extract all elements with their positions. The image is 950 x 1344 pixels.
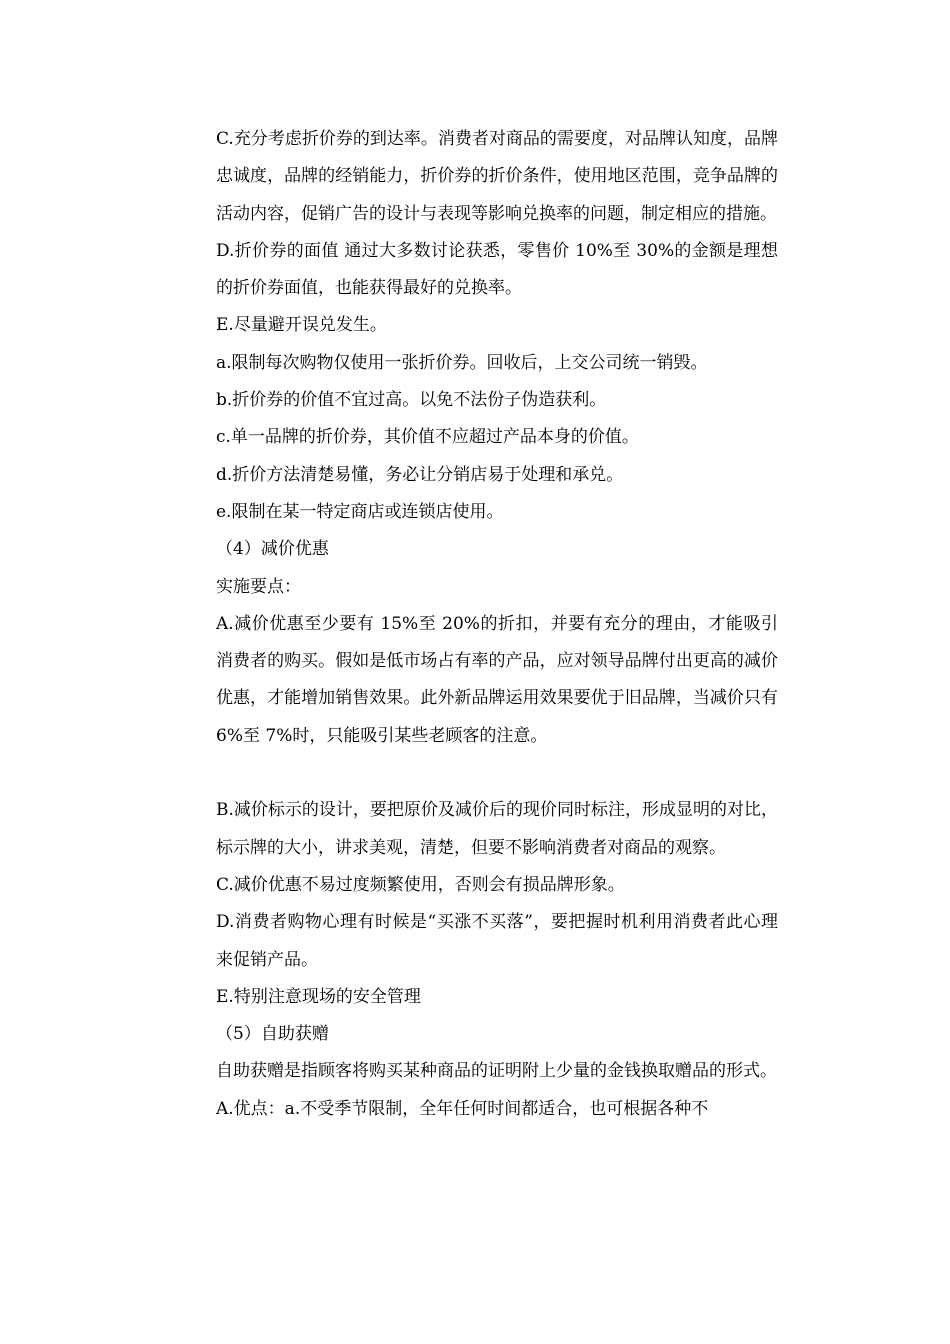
list-item-c: c.单一品牌的折价券，其价值不应超过产品本身的价值。 bbox=[216, 427, 639, 448]
section-heading-self-gift: （5）自助获赠 bbox=[216, 1024, 329, 1045]
list-item-d: d.折价方法清楚易懂，务必让分销店易于处理和承兑。 bbox=[216, 464, 624, 485]
paragraph-discount-point-b: B.减价标示的设计，要把原价及减价后的现价同时标注，形成显明的对比，标示牌的大小，讲求美观，清楚，但要不影响消费者对商品的观察。 bbox=[216, 800, 778, 858]
paragraph-key-points-label: 实施要点： bbox=[216, 576, 301, 597]
document-body bbox=[216, 121, 778, 1128]
list-item-b: b.折价券的价值不宜过高。以免不法份子伪造获利。 bbox=[216, 390, 607, 411]
paragraph-discount-point-c: C.减价优惠不易过度频繁使用，否则会有损品牌形象。 bbox=[216, 874, 625, 895]
paragraph-self-gift-advantages: A.优点：a.不受季节限制，全年任何时间都适合，也可根据各种不 bbox=[216, 1098, 709, 1119]
list-item-e: e.限制在某一特定商店或连锁店使用。 bbox=[216, 501, 504, 522]
blank-line bbox=[216, 755, 778, 792]
paragraph-avoid-misredemption: E.尽量避开误兑发生。 bbox=[216, 315, 387, 336]
list-item-a: a.限制每次购物仅使用一张折价券。回收后，上交公司统一销毁。 bbox=[216, 352, 708, 373]
paragraph-discount-point-d: D.消费者购物心理有时候是“买涨不买落”，要把握时机利用消费者此心理来促销产品。 bbox=[216, 912, 778, 970]
paragraph-self-gift-definition: 自助获赠是指顾客将购买某种商品的证明附上少量的金钱换取赠品的形式。 bbox=[216, 1061, 777, 1082]
paragraph-coupon-reach-rate: C.充分考虑折价券的到达率。消费者对商品的需要度，对品牌认知度，品牌忠诚度，品牌的经销能力，折价券的折价条件，使用地区范围，竞争品牌的活动内容，促销广告的设计与表现等影响兑换率的问题，制定相应的措施。 bbox=[216, 129, 778, 224]
paragraph-coupon-face-value: D.折价券的面值 通过大多数讨论获悉，零售价 10%至 30%的金额是理想的折价券面值，也能获得最好的兑换率。 bbox=[216, 240, 778, 299]
paragraph-discount-point-e: E.特别注意现场的安全管理 bbox=[216, 986, 421, 1007]
paragraph-discount-point-a: A.减价优惠至少要有 15%至 20%的折扣，并要有充分的理由，才能吸引消费者的购买。假如是低市场占有率的产品，应对领导品牌付出更高的减价优惠，才能增加销售效果。此外新品牌运用效果要优于旧品牌，当减价只有 6%至 7%时，只能吸引某些老顾客的注意。 bbox=[216, 613, 778, 746]
section-heading-price-discount: （4）减价优惠 bbox=[216, 539, 329, 560]
